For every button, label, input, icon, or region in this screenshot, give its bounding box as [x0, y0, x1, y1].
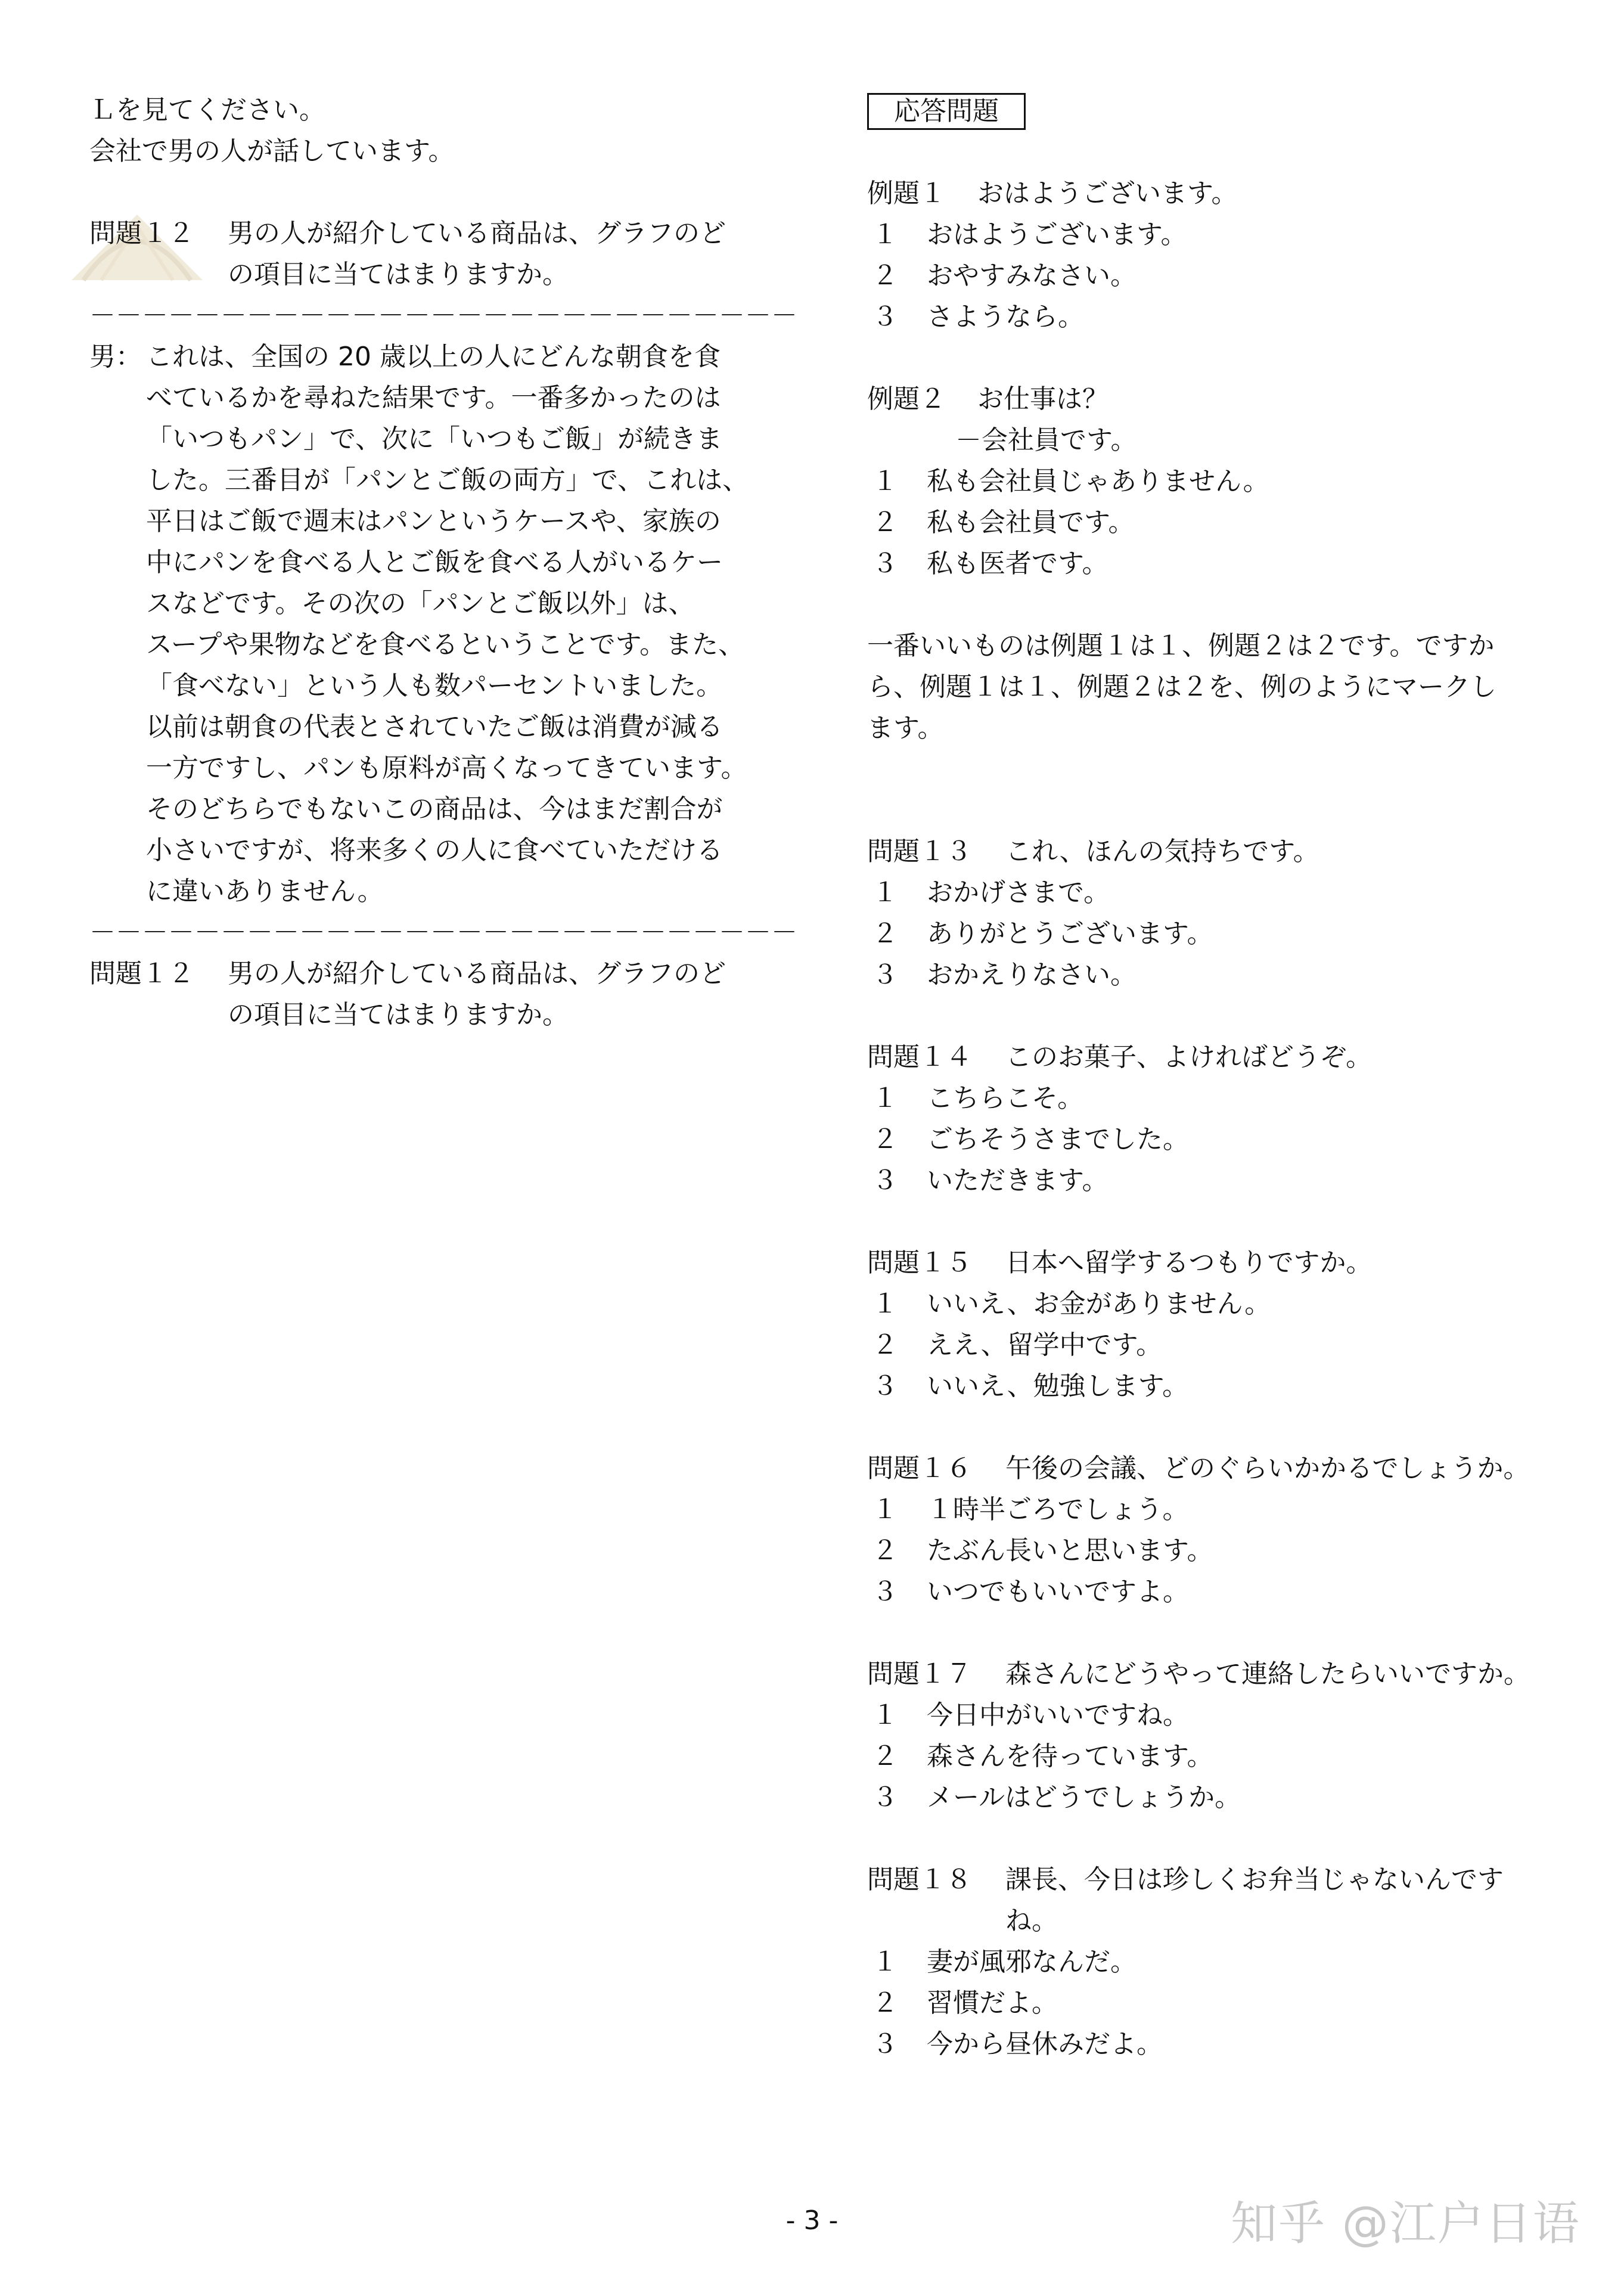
option — [867, 1777, 1576, 1818]
question-text: 課長、今日は珍しくお弁当じゃないんです — [1005, 1864, 1504, 1895]
text: 一番いいものは例題１は１、例題２は２です。ですか — [867, 631, 1495, 661]
example-prompt: お仕事は？ — [977, 384, 1108, 414]
text: ます。 — [867, 713, 944, 743]
example-number: 例題１ — [867, 178, 946, 209]
explanation — [867, 625, 1576, 749]
question-13 — [867, 831, 1576, 995]
monologue-line: 以前は朝食の代表とされていたご飯は消費が減る — [146, 712, 723, 742]
text: ３ — [872, 302, 898, 332]
text: ３ — [872, 548, 898, 579]
question-text: 男の人が紹介している商品は、グラフのど — [228, 218, 726, 249]
question-12-top — [89, 213, 793, 295]
option — [867, 1283, 1576, 1324]
question-12-bottom — [89, 953, 793, 1035]
text: ２ — [872, 1330, 898, 1360]
text: さようなら。 — [927, 302, 1084, 332]
question-text: これ、ほんの気持ちです。 — [1005, 836, 1319, 867]
option — [867, 1571, 1576, 1612]
example-prompt: おはようございます。 — [977, 178, 1238, 209]
question-text: 森さんにどうやって連絡したらいいですか。 — [1005, 1659, 1530, 1689]
text: ２ — [872, 1988, 898, 2018]
text: 森さんを待っています。 — [927, 1741, 1213, 1771]
option — [867, 1695, 1576, 1736]
option — [867, 1489, 1576, 1530]
question-number: 問題１２ — [89, 958, 194, 989]
question-number: 問題１４ — [867, 1042, 972, 1072]
text: ２ — [872, 1535, 898, 1566]
monologue-line: 「食べない」という人も数パーセントいました。 — [146, 671, 723, 701]
divider-bottom: －－－－－－－－－－－－－－－－－－－－－－－－－－－ — [89, 917, 797, 948]
text: ２ — [872, 919, 898, 949]
monologue-line: 小さいですが、将来多くの人に食べていただける — [146, 835, 723, 865]
text: 私も会社員です。 — [927, 507, 1135, 538]
text: いいえ、勉強します。 — [927, 1371, 1189, 1401]
watermark: 知乎 @江户日语 — [1231, 2197, 1580, 2251]
text: メールはどうでしょうか。 — [927, 1782, 1241, 1813]
question-text-cont: ね。 — [1005, 1906, 1058, 1936]
question-number: 問題１８ — [867, 1864, 972, 1895]
question-text: 男の人が紹介している商品は、グラフのど — [228, 958, 726, 989]
text: ら、例題１は１、例題２は２を、例のようにマークし — [867, 672, 1496, 702]
question-14 — [867, 1037, 1576, 1201]
option — [867, 1078, 1576, 1119]
option — [867, 296, 1576, 337]
option — [867, 1530, 1576, 1571]
example-reply: －会社員です。 — [955, 425, 1137, 455]
text: たぶん長いと思います。 — [927, 1535, 1213, 1566]
option — [867, 1324, 1576, 1366]
monologue-line: 「いつもパン」で、次に「いつもご飯」が続きま — [146, 424, 723, 454]
option — [867, 1982, 1576, 2024]
example-2 — [867, 378, 1576, 584]
monologue-line: そのどちらでもないこの商品は、今はまだ割合が — [146, 794, 723, 824]
monologue-line: した。三番目が「パンとご飯の両方」で、これは、 — [146, 465, 749, 495]
question-16 — [867, 1448, 1576, 1612]
text: ３ — [872, 1165, 898, 1196]
question-number: 問題１６ — [867, 1453, 972, 1484]
text: １時半ごろでしょう。 — [927, 1494, 1189, 1525]
text: ２ — [872, 1124, 898, 1155]
example-1 — [867, 173, 1576, 337]
monologue-line: スープや果物などを食べるということです。また、 — [146, 629, 745, 660]
monologue-line: 平日はご飯で週末はパンというケースや、家族の — [146, 506, 721, 536]
option — [867, 872, 1576, 913]
text: ありがとうございます。 — [927, 919, 1213, 949]
text: おかえりなさい。 — [927, 960, 1137, 990]
option — [867, 1160, 1576, 1201]
text: ３ — [872, 1577, 898, 1607]
monologue — [89, 336, 793, 912]
text: １ — [872, 1289, 898, 1319]
question-text-cont: の項目に当てはまりますか。 — [228, 1000, 569, 1030]
text: いいえ、お金がありません。 — [927, 1289, 1271, 1319]
monologue-line: スなどです。その次の「パンとご飯以外」は、 — [146, 588, 695, 619]
option — [867, 2024, 1576, 2065]
text: １ — [872, 1947, 898, 1977]
left-column — [89, 89, 797, 1035]
monologue-line: 中にパンを食べる人とご飯を食べる人がいるケー — [146, 547, 723, 578]
text: ３ — [872, 1782, 898, 1813]
question-number: 問題１３ — [867, 836, 972, 867]
question-text: 午後の会議、どのぐらいかかるでしょうか。 — [1005, 1453, 1530, 1484]
intro-line-2: 会社で男の人が話しています。 — [89, 136, 455, 166]
option — [867, 502, 1576, 543]
text: 私も医者です。 — [927, 548, 1108, 579]
text: ２ — [872, 1741, 898, 1771]
question-15 — [867, 1242, 1576, 1407]
text: おかげさまで。 — [927, 877, 1110, 908]
monologue-line: これは、全国の 20 歳以上の人にどんな朝食を食 — [146, 342, 721, 372]
question-number: 問題１５ — [867, 1248, 972, 1278]
text: 私も会社員じゃありません。 — [927, 466, 1269, 497]
text: 妻が風邪なんだ。 — [927, 1947, 1137, 1977]
intro-line-1: Ｌを見てください。 — [89, 95, 325, 125]
text: ごちそうさまでした。 — [927, 1124, 1189, 1155]
text: おやすみなさい。 — [927, 260, 1137, 291]
text: ３ — [872, 2029, 898, 2059]
text: ３ — [872, 1371, 898, 1401]
question-18 — [867, 1859, 1576, 2065]
text: １ — [872, 466, 898, 497]
text: １ — [872, 877, 898, 908]
text: 今日中がいいですね。 — [927, 1700, 1189, 1730]
question-text: このお菓子、よければどうぞ。 — [1005, 1042, 1373, 1072]
monologue-line: べているかを尋ねた結果です。一番多かったのは — [146, 383, 721, 413]
text: おはようございます。 — [927, 219, 1187, 250]
option — [867, 543, 1576, 584]
option — [867, 913, 1576, 954]
text: 今から昼休みだよ。 — [927, 2029, 1163, 2059]
right-column — [867, 89, 1576, 2065]
option — [867, 214, 1576, 255]
question-text: 日本へ留学するつもりですか。 — [1005, 1248, 1373, 1278]
page-number: - 3 - — [785, 2205, 839, 2236]
option — [867, 461, 1576, 502]
text: １ — [872, 1083, 898, 1113]
text: ３ — [872, 960, 898, 990]
option — [867, 255, 1576, 296]
text: ええ、留学中です。 — [927, 1330, 1163, 1360]
text: １ — [872, 1494, 898, 1525]
text: いただきます。 — [927, 1165, 1108, 1196]
text: 習慣だよ。 — [927, 1988, 1058, 2018]
option — [867, 1941, 1576, 1982]
text: １ — [872, 1700, 898, 1730]
question-number: 問題１２ — [89, 218, 194, 249]
speaker-label: 男： — [89, 342, 142, 372]
section-title: 応答問題 — [867, 93, 1026, 130]
option — [867, 954, 1576, 995]
text: いつでもいいですよ。 — [927, 1577, 1189, 1607]
text: １ — [872, 219, 898, 250]
question-17 — [867, 1653, 1576, 1818]
question-number: 問題１７ — [867, 1659, 972, 1689]
text: ２ — [872, 507, 898, 538]
monologue-line: に違いありません。 — [146, 876, 384, 907]
text: ２ — [872, 260, 898, 291]
option — [867, 1736, 1576, 1777]
option — [867, 1366, 1576, 1407]
example-number: 例題２ — [867, 384, 946, 414]
option — [867, 1119, 1576, 1160]
text: こちらこそ。 — [927, 1083, 1084, 1113]
question-text-cont: の項目に当てはまりますか。 — [228, 259, 569, 290]
monologue-line: 一方ですし、パンも原料が高くなってきています。 — [146, 753, 747, 783]
divider-top: －－－－－－－－－－－－－－－－－－－－－－－－－－－ — [89, 300, 797, 331]
